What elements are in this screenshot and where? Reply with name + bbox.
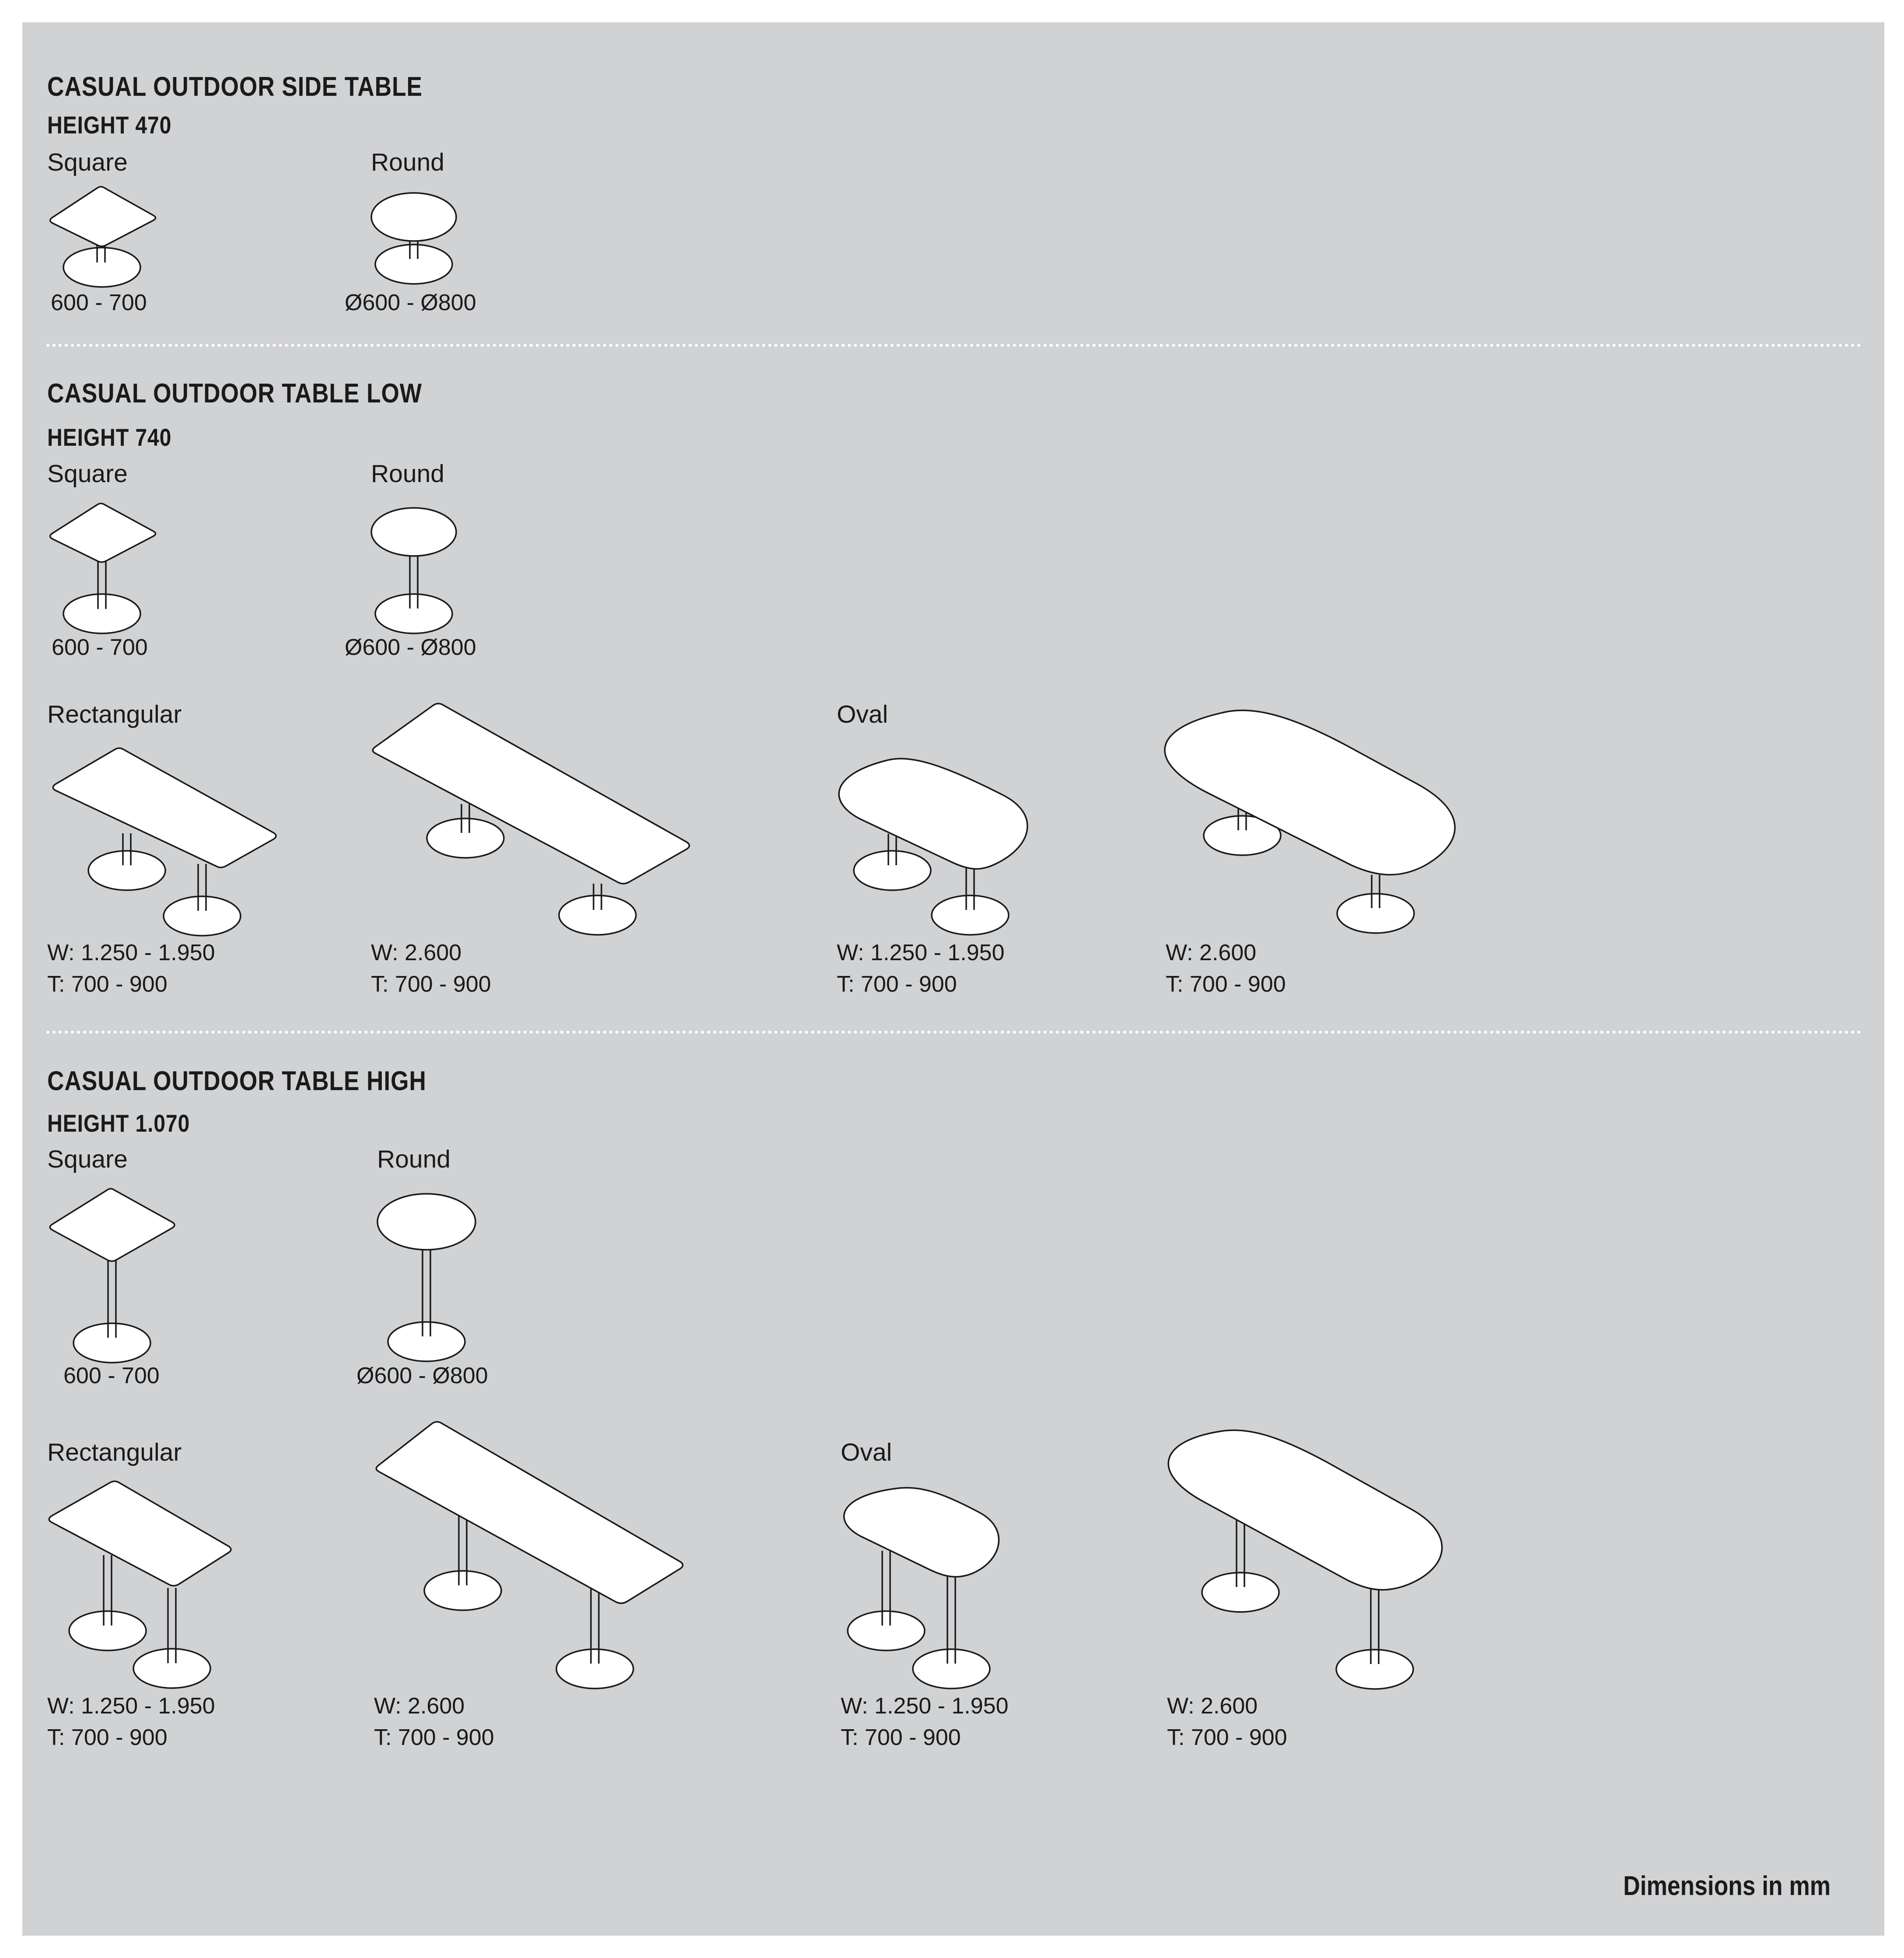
table-illustration-rectangular [376, 1422, 683, 1689]
dimension-round: Ø600 - Ø800 [345, 635, 476, 660]
table-illustration-rectangular [373, 703, 689, 935]
section-height-table-high: HEIGHT 1.070 [47, 1109, 190, 1137]
label-square: Square [47, 460, 128, 488]
dimension-depth: T: 700 - 900 [1167, 1725, 1287, 1750]
table-illustration-round [371, 193, 456, 284]
table-illustration-oval [839, 759, 1027, 935]
label-rectangular: Rectangular [47, 1438, 182, 1466]
table-illustration-round [371, 508, 456, 633]
dimension-square: 600 - 700 [52, 635, 148, 660]
table-illustration-square [50, 187, 156, 287]
dimension-round: Ø600 - Ø800 [345, 290, 476, 315]
label-square: Square [47, 1145, 128, 1173]
dimension-width: W: 2.600 [371, 940, 462, 965]
label-rectangular: Rectangular [47, 700, 182, 728]
dimension-depth: T: 700 - 900 [841, 1725, 961, 1750]
table-illustration-oval [844, 1488, 999, 1689]
dimension-width: W: 1.250 - 1.950 [47, 940, 215, 965]
table-illustration-rectangular [49, 1481, 231, 1688]
label-round: Round [371, 460, 444, 488]
dimension-depth: T: 700 - 900 [371, 972, 491, 997]
dimension-width: W: 1.250 - 1.950 [47, 1693, 215, 1719]
dimension-depth: T: 700 - 900 [374, 1725, 494, 1750]
label-square: Square [47, 148, 128, 176]
footer-note: Dimensions in mm [1623, 1871, 1831, 1901]
label-oval: Oval [837, 700, 888, 728]
section-height-side-table: HEIGHT 470 [47, 111, 172, 139]
label-oval: Oval [841, 1438, 892, 1466]
table-illustration-oval [1165, 710, 1455, 933]
section-title-side-table: CASUAL OUTDOOR SIDE TABLE [47, 72, 423, 102]
table-illustration-square [50, 1189, 175, 1363]
dimension-width: W: 1.250 - 1.950 [841, 1693, 1009, 1719]
table-illustration-rectangular [53, 748, 276, 936]
table-illustration-oval [1168, 1430, 1442, 1689]
dimension-width: W: 1.250 - 1.950 [837, 940, 1005, 965]
dimension-width: W: 2.600 [1167, 1693, 1258, 1719]
dimension-depth: T: 700 - 900 [837, 972, 957, 997]
dimension-square: 600 - 700 [51, 290, 147, 315]
table-illustration-square [50, 503, 156, 633]
section-title-table-high: CASUAL OUTDOOR TABLE HIGH [47, 1066, 426, 1096]
label-round: Round [371, 148, 444, 176]
dimension-round: Ø600 - Ø800 [356, 1363, 488, 1388]
dimension-square: 600 - 700 [63, 1363, 160, 1388]
dimension-width: W: 2.600 [374, 1693, 465, 1719]
dimension-depth: T: 700 - 900 [47, 972, 168, 997]
dimension-width: W: 2.600 [1166, 940, 1257, 965]
section-title-table-low: CASUAL OUTDOOR TABLE LOW [47, 378, 422, 409]
label-round: Round [377, 1145, 451, 1173]
table-illustration-round [377, 1194, 475, 1361]
dimension-depth: T: 700 - 900 [1166, 972, 1286, 997]
dimension-depth: T: 700 - 900 [47, 1725, 168, 1750]
section-height-table-low: HEIGHT 740 [47, 423, 172, 451]
